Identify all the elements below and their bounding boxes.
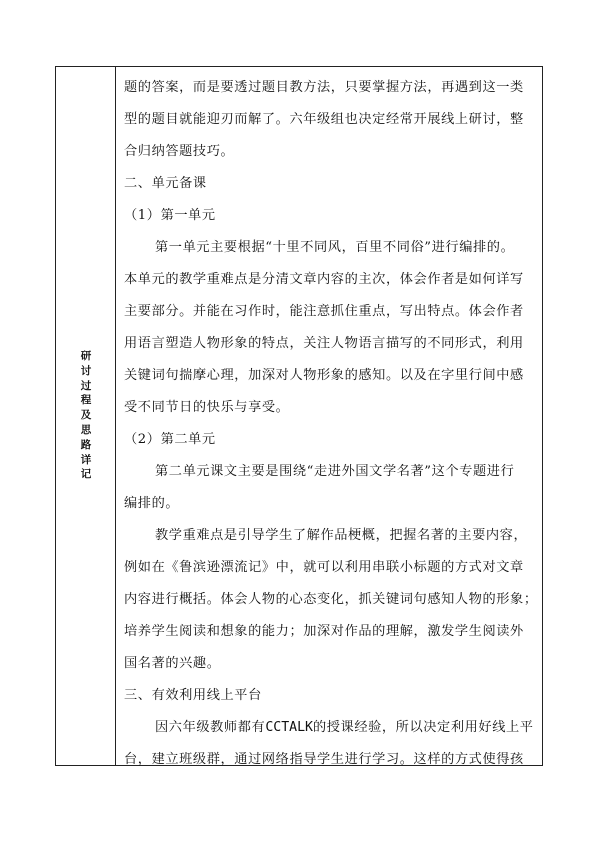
paragraph-line: 教学重难点是引导学生了解作品梗概，把握名著的主要内容， [155, 528, 528, 543]
paragraph-line: 关键词句揣摩心理，加深对人物形象的感知。以及在字里行间中感 [124, 368, 524, 383]
row-label-char: 思 [80, 423, 92, 436]
paragraph-line: 主要部分。并能在习作时，能注意抓住重点，写出特点。体会作者 [124, 304, 524, 319]
row-label-char: 详 [80, 453, 92, 466]
row-label-char: 研 [80, 350, 92, 362]
row-label-char: 程 [80, 394, 92, 407]
paragraph-line: 内容进行概括。体会人物的心态变化，抓关键词句感知人物的形象； [124, 592, 538, 607]
row-label-char: 过 [80, 379, 92, 392]
row-label-char: 记 [80, 468, 92, 481]
paragraph-line: 编排的。 [124, 496, 180, 511]
paragraph-line: 本单元的教学重难点是分清文章内容的主次，体会作者是如何详写 [124, 272, 524, 287]
paragraph-line: 国名著的兴趣。 [124, 656, 221, 671]
paragraph-line: 型的题目就能迎刃而解了。六年级组也决定经常开展线上研讨，整 [124, 112, 524, 127]
row-label-char: 路 [80, 438, 92, 451]
paragraph-line [124, 719, 534, 737]
discussion-record-table [55, 66, 543, 766]
row-label-char: 及 [80, 409, 92, 422]
section-heading: 三、有效利用线上平台 [124, 688, 262, 703]
text-run-latin: CCTALK [265, 720, 313, 735]
row-label [56, 349, 116, 482]
paragraph-line: 合归纳答题技巧。 [124, 144, 235, 159]
row-label-char: 讨 [80, 364, 92, 377]
row-label-cell [56, 67, 116, 765]
paragraph-line: 培养学生阅读和想象的能力；加深对作品的理解，激发学生阅读外 [124, 624, 524, 639]
paragraph-line: 用语言塑造人物形象的特点，关注人物语言描写的不同形式，利用 [124, 336, 524, 351]
paragraph-line: 台，建立班级群，通过网络指导学生进行学习。这样的方式使得孩 [124, 752, 524, 767]
paragraph-line: 第二单元课文主要是围绕“走进外国文学名著”这个专题进行 [155, 464, 515, 479]
paragraph-line: 受不同节日的快乐与享受。 [124, 400, 290, 415]
paragraph-line: 例如在《鲁滨逊漂流记》中，就可以利用串联小标题的方式对文章 [124, 560, 524, 575]
paragraph-line: 第一单元主要根据“十里不同风，百里不同俗”进行编排的。 [155, 240, 515, 255]
section-heading: 二、单元备课 [124, 176, 207, 191]
text-run: 的授课经验，所以决定利用好线上平 [312, 720, 534, 735]
paragraph-line: 题的答案，而是要透过题目教方法，只要掌握方法，再遇到这一类 [124, 80, 524, 95]
subsection-heading: （1）第一单元 [124, 208, 216, 223]
text-run: 因六年级教师都有 [155, 720, 266, 735]
subsection-heading: （2）第二单元 [124, 432, 216, 447]
